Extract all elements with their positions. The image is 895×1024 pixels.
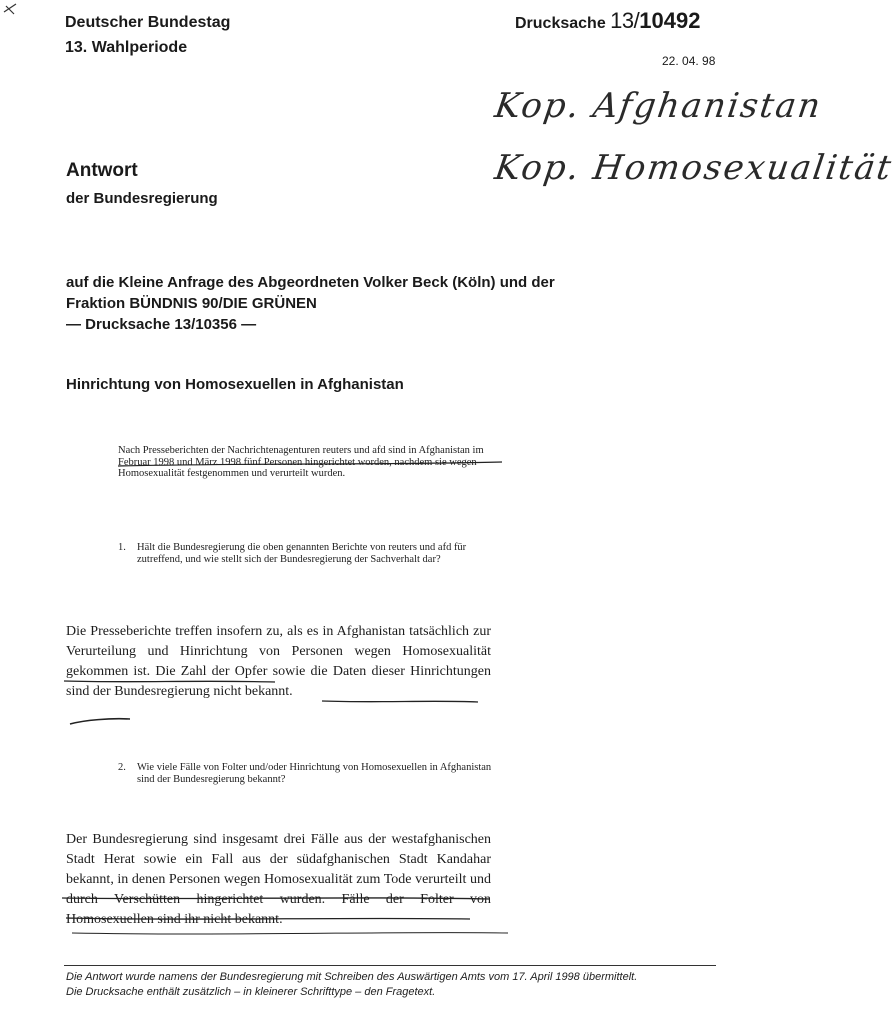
footer-line-2: Die Drucksache enthält zusätzlich – in kleinerer Schrifttype – den Fragetext.	[66, 986, 436, 998]
header-institution-block	[65, 10, 230, 60]
question-1	[118, 542, 498, 565]
document-date: 22. 04. 98	[662, 54, 716, 68]
question-2-text: Wie viele Fälle von Folter und/oder Hinrichtung von Homosexuellen in Afghanistan sind der Bundesregierung bekannt?	[137, 762, 492, 785]
question-2	[118, 762, 498, 785]
pen-corner-mark	[4, 4, 16, 14]
inquiry-line-3: — Drucksache 13/10356 —	[66, 316, 257, 333]
inquiry-line-2: Fraktion BÜNDNIS 90/DIE GRÜNEN	[66, 295, 317, 312]
document-number	[515, 8, 700, 34]
answer-2: Der Bundesregierung sind insgesamt drei Fälle aus der westafghanischen Stadt Herat sowie ein Fall aus der südafghanischen Stadt Kandahar bekannt, in denen Personen wegen Homosexualität zum Tode verurteilt und durch Verschütten hingerichtet wurden. Fälle der Folter von Homosexuellen sind ihr nicht bekannt.	[66, 832, 491, 927]
document-number-prefix: 13/	[610, 8, 640, 33]
question-1-text: Hält die Bundesregierung die oben genannten Berichte von reuters und afd für zutreffend, und wie stellt sich der Bundesregierung der Sachverhalt dar?	[137, 542, 467, 565]
legislative-period: 13. Wahlperiode	[65, 39, 188, 56]
institution-name: Deutscher Bundestag	[65, 14, 231, 31]
document-label: Drucksache	[515, 15, 606, 32]
handwritten-note-1: Kop. Afghanistan	[492, 86, 825, 126]
question-2-number: 2.	[118, 762, 126, 773]
answer-1: Die Presseberichte treffen insofern zu, als es in Afghanistan tatsächlich zur Verurteilung und Hinrichtung von Personen wegen Homosexualität gekommen ist. Die Zahl der Opfer sowie die Daten dieser Hinrichtungen sind der Bundesregierung nicht bekannt.	[66, 624, 491, 699]
question-1-number: 1.	[118, 542, 126, 553]
footer-note	[66, 970, 726, 1000]
inquiry-reference	[66, 272, 706, 335]
footer-divider	[64, 965, 716, 966]
pen-mark-answer1	[70, 719, 130, 724]
intro-paragraph: Nach Presseberichten der Nachrichtenagenturen reuters und afd sind in Afghanistan im Februar 1998 und März 1998 fünf Personen hingerichtet worden, nachdem sie wegen Homosexualität festgenommen und verurteilt wurden.	[118, 445, 484, 479]
inquiry-line-1: auf die Kleine Anfrage des Abgeordneten Volker Beck (Köln) und der	[66, 274, 555, 291]
handwritten-note-2: Kop. Homosexualität	[492, 148, 895, 188]
page-title: Antwort	[66, 160, 138, 181]
pen-underline-answer2-c	[72, 933, 508, 934]
footer-line-1: Die Antwort wurde namens der Bundesregierung mit Schreiben des Auswärtigen Amts vom 17. April 1998 übermittelt.	[66, 971, 638, 983]
document-number-main: 10492	[639, 8, 701, 33]
page-subtitle: der Bundesregierung	[66, 190, 218, 207]
topic-heading: Hinrichtung von Homosexuellen in Afghanistan	[66, 376, 404, 393]
